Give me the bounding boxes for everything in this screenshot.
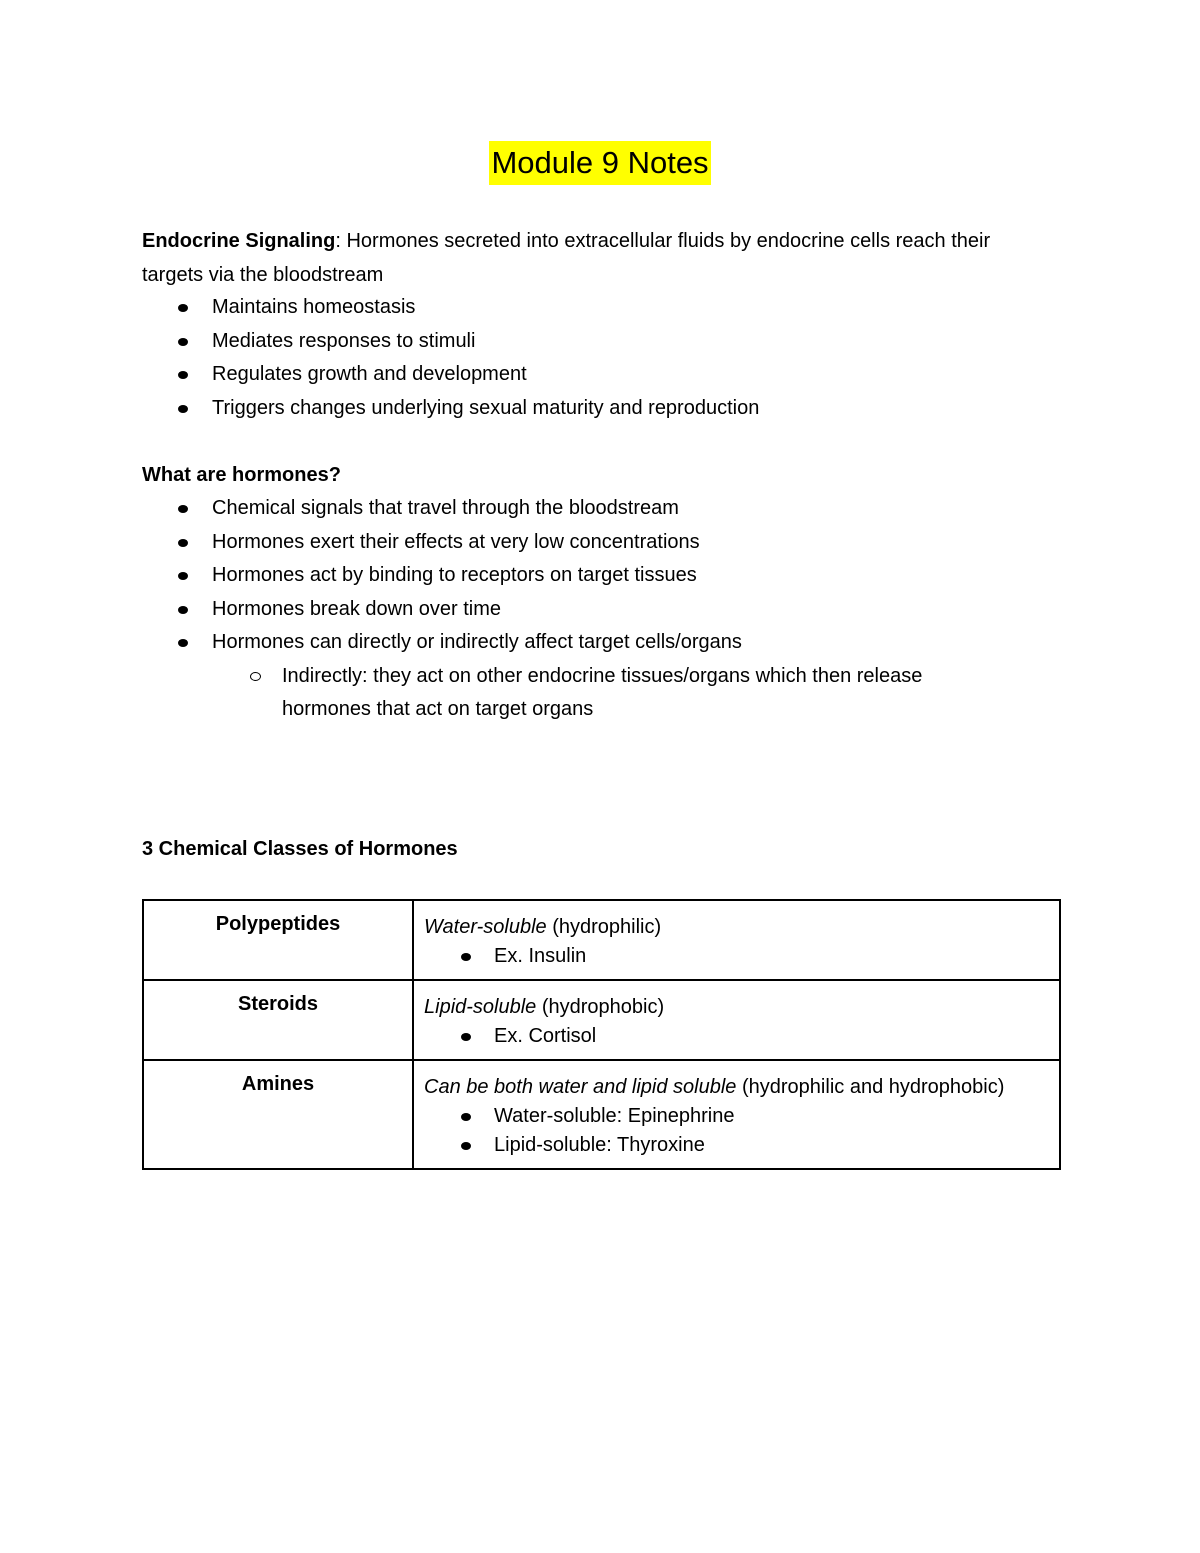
list-item [142,559,1072,593]
list-item [142,291,1072,325]
table-row [143,900,1060,980]
table-cell-class-name: Polypeptides [143,900,413,980]
hormones-heading: What are hormones? [142,464,341,486]
page-title: Module 9 Notes [489,141,710,185]
list-item [424,1131,1049,1160]
endocrine-term: Endocrine Signaling [142,230,336,252]
endocrine-definition-line1: Hormones secreted into extracellular fluids by endocrine cells reach their [340,230,991,252]
example-list [424,1102,1049,1160]
endocrine-definition-line2: targets via the bloodstream [142,263,384,286]
table-row [143,980,1060,1060]
solubility-italic: Water-soluble [424,916,547,938]
bullet-icon [178,505,188,513]
sub-list-item [212,660,1072,727]
list-item-text: Maintains homeostasis [212,296,416,318]
endocrine-definition [142,225,1072,292]
endocrine-colon: : [335,230,341,252]
list-item [142,492,1072,526]
classes-heading: 3 Chemical Classes of Hormones [142,838,458,860]
bullet-icon [178,405,188,413]
list-item [142,358,1072,392]
list-item [424,942,1049,971]
list-item [142,626,1072,727]
list-item-text: Chemical signals that travel through the bloodstream [212,497,679,519]
list-item [424,1022,1049,1051]
list-item-text: Ex. Cortisol [494,1025,597,1047]
sub-bullet-list [212,660,1072,727]
list-item-text: Mediates responses to stimuli [212,329,476,352]
bullet-icon [461,953,471,961]
solubility-plain: (hydrophilic) [546,916,662,938]
list-item [142,325,1072,359]
bullet-icon [178,304,188,312]
bullet-icon [178,606,188,614]
solubility-plain: (hydrophilic and hydrophobic) [736,1076,1005,1098]
bullet-icon [178,338,188,346]
bullet-icon [178,539,188,547]
list-item-text: Water-soluble: Epinephrine [494,1105,735,1127]
title-container [0,141,1200,185]
solubility-plain: (hydrophobic) [536,996,665,1018]
table-cell-class-name: Amines [143,1060,413,1169]
list-item-text: Hormones act by binding to receptors on target tissues [212,564,697,586]
bullet-icon [178,371,188,379]
list-item-text: Hormones break down over time [212,597,502,620]
list-item [142,526,1072,560]
list-item [142,392,1072,426]
solubility-italic: Can be both water and lipid soluble [424,1076,737,1098]
list-item-text: Ex. Insulin [494,945,587,967]
hollow-bullet-icon [250,672,261,681]
list-item-text: Hormones can directly or indirectly affect target cells/organs [212,631,742,653]
hormone-classes-table [142,899,1061,1170]
sub-list-item-text-line2: hormones that act on target organs [282,698,594,720]
solubility-italic: Lipid-soluble [424,996,537,1018]
bullet-icon [178,572,188,580]
list-item [142,593,1072,627]
table-cell-description [413,1060,1060,1169]
example-list [424,1022,1049,1051]
bullet-icon [178,639,188,647]
list-item-text: Hormones exert their effects at very low concentrations [212,530,700,553]
bullet-icon [461,1033,471,1041]
endocrine-bullet-list [142,291,1072,425]
list-item-text: Regulates growth and development [212,363,527,385]
bullet-icon [461,1113,471,1121]
table-row [143,1060,1060,1169]
table-cell-description [413,980,1060,1060]
list-item-text: Triggers changes underlying sexual maturity and reproduction [212,396,760,419]
bullet-icon [461,1142,471,1150]
example-list [424,942,1049,971]
list-item-text: Lipid-soluble: Thyroxine [494,1134,705,1156]
table-cell-class-name: Steroids [143,980,413,1060]
table-cell-description [413,900,1060,980]
hormones-bullet-list [142,492,1072,727]
sub-list-item-text-line1: Indirectly: they act on other endocrine tissues/organs which then release [282,664,923,687]
list-item [424,1102,1049,1131]
